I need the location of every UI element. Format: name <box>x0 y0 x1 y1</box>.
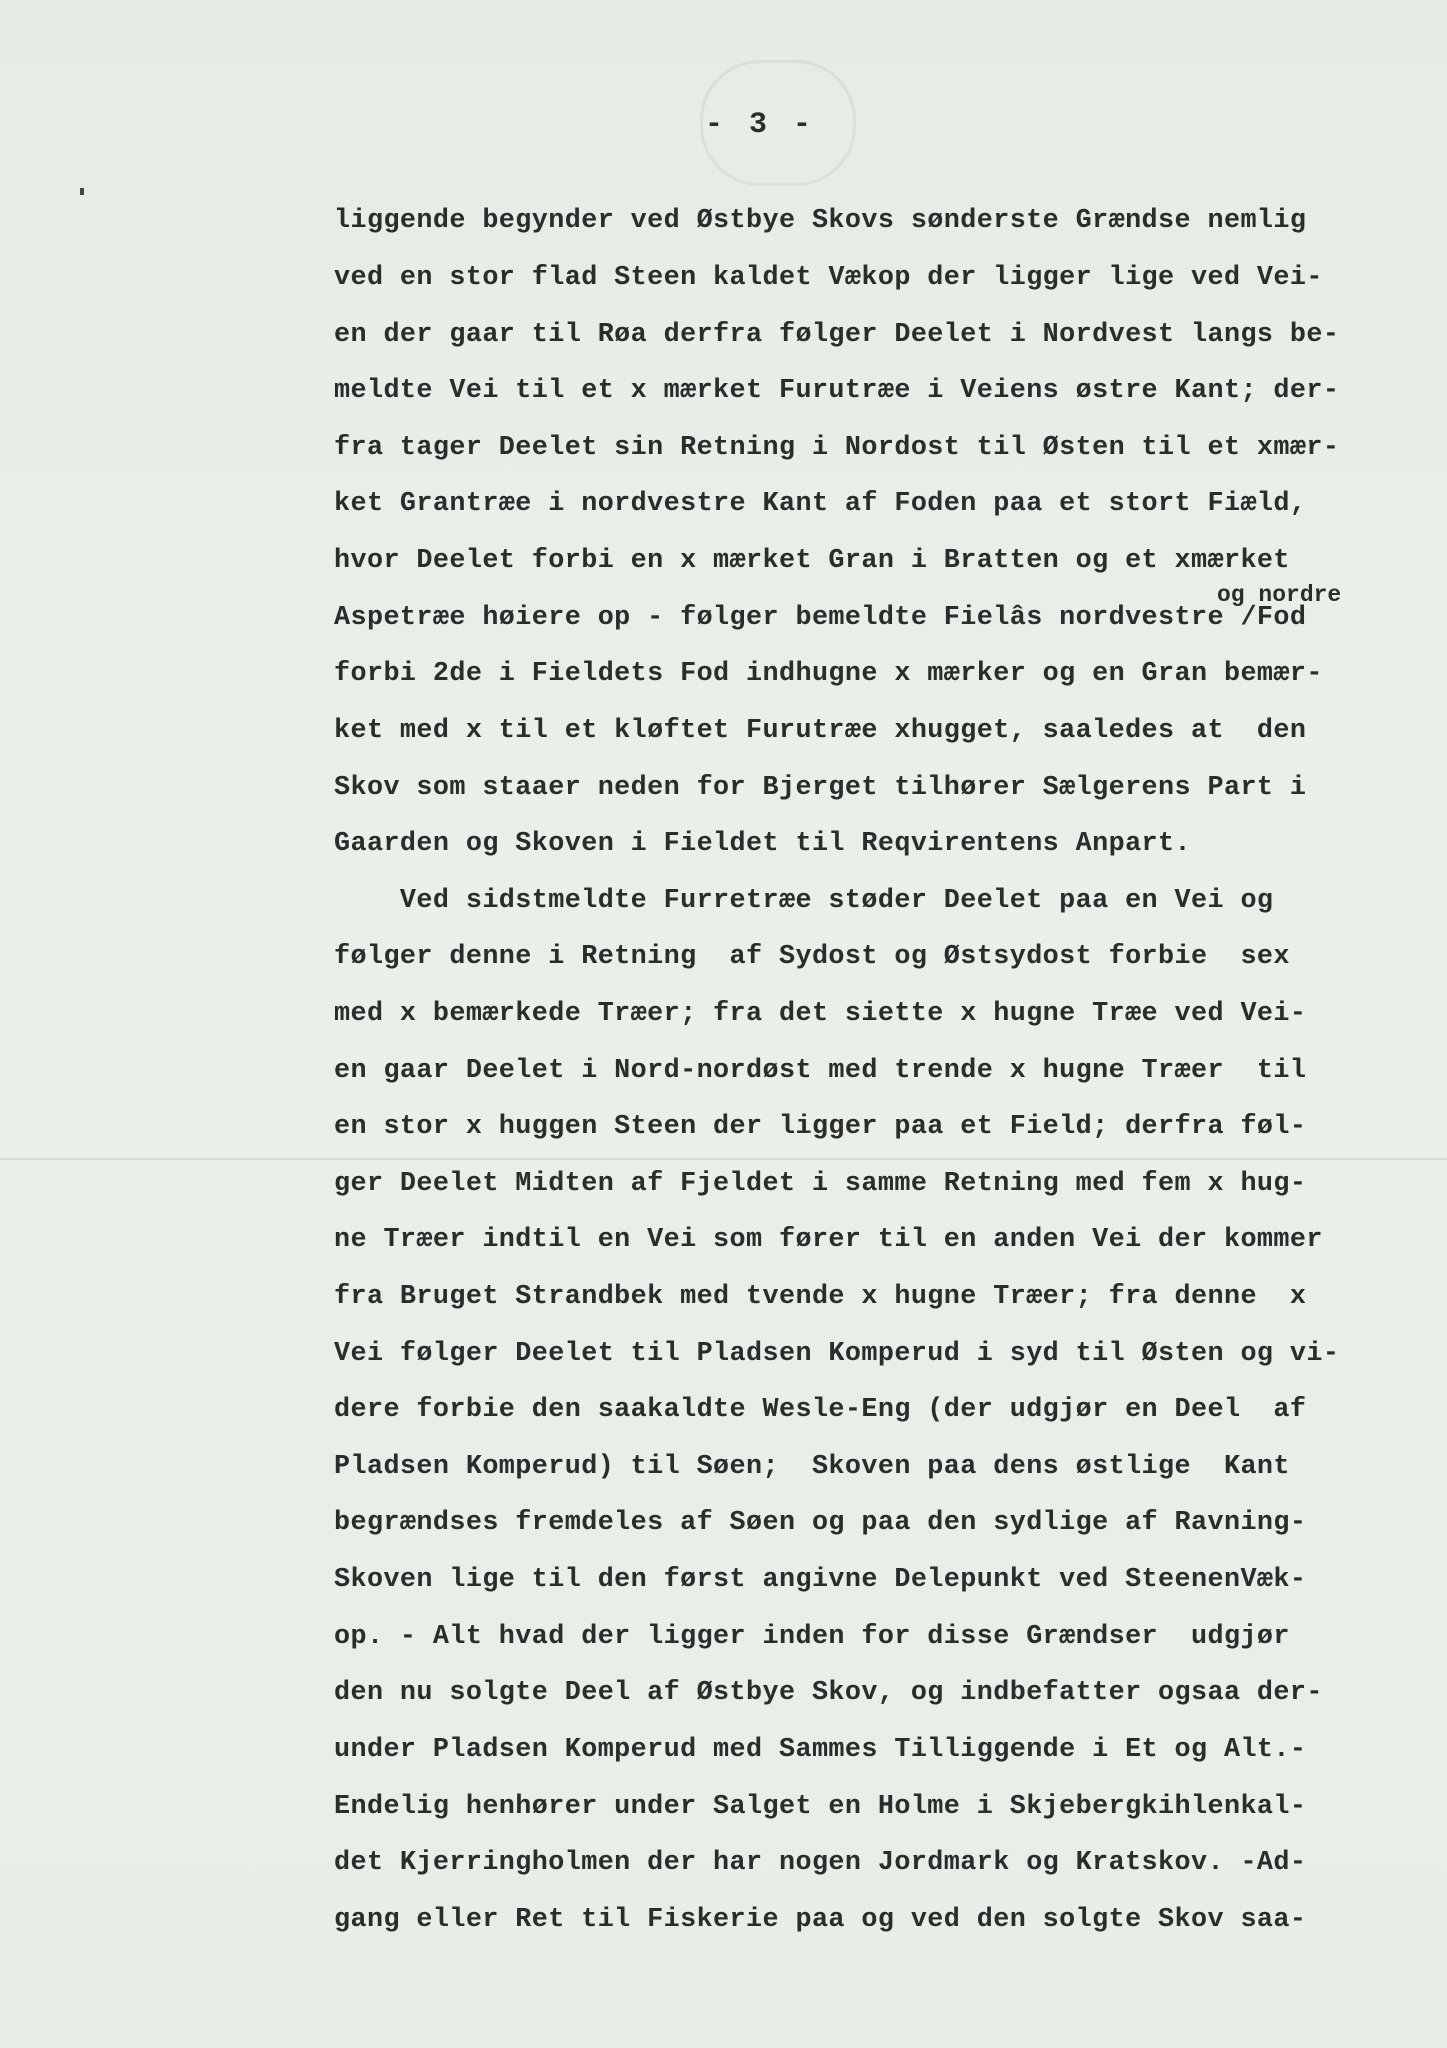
text-line: Skov som staaer neden for Bjerget tilhører Sælgerens Part i <box>334 773 1307 803</box>
text-line: Gaarden og Skoven i Fieldet til Reqvirentens Anpart. <box>334 829 1191 859</box>
text-line: Ved sidstmeldte Furretræe støder Deelet paa en Vei og <box>334 886 1274 916</box>
text-line: gang eller Ret til Fiskerie paa og ved den solgte Skov saa- <box>334 1905 1307 1935</box>
text-line: liggende begynder ved Østbye Skovs sønderste Grændse nemlig <box>334 206 1307 236</box>
text-line: en der gaar til Røa derfra følger Deelet i Nordvest langs be- <box>334 320 1340 350</box>
text-line: fra tager Deelet sin Retning i Nordost til Østen til et xmær- <box>334 433 1340 463</box>
text-line: dere forbie den saakaldte Wesle-Eng (der udgjør en Deel af <box>334 1395 1307 1425</box>
text-line: ne Træer indtil en Vei som fører til en anden Vei der kommer <box>334 1225 1323 1255</box>
text-line: den nu solgte Deel af Østbye Skov, og indbefatter ogsaa der- <box>334 1678 1323 1708</box>
text-line: ket Grantræe i nordvestre Kant af Foden paa et stort Fiæld, <box>334 489 1307 519</box>
text-line: ved en stor flad Steen kaldet Vækop der ligger lige ved Vei- <box>334 263 1323 293</box>
page-number: - 3 - <box>704 108 815 142</box>
text-line: Aspetræe høiere op - følger bemeldte Fielâs nordvestre /Fod <box>334 603 1307 633</box>
text-line: det Kjerringholmen der har nogen Jordmark og Kratskov. -Ad- <box>334 1848 1307 1878</box>
text-line: Skoven lige til den først angivne Delepunkt ved SteenenVæk- <box>334 1565 1307 1595</box>
text-line: under Pladsen Komperud med Sammes Tilliggende i Et og Alt.- <box>334 1735 1307 1765</box>
text-line: Pladsen Komperud) til Søen; Skoven paa dens østlige Kant <box>334 1452 1290 1482</box>
text-line: op. - Alt hvad der ligger inden for disse Grændser udgjør <box>334 1622 1290 1652</box>
text-line: Endelig henhører under Salget en Holme i Skjebergkihlenkal- <box>334 1792 1307 1822</box>
text-line: hvor Deelet forbi en x mærket Gran i Bratten og et xmærket <box>334 546 1290 576</box>
text-line: meldte Vei til et x mærket Furutræe i Veiens østre Kant; der- <box>334 376 1340 406</box>
handwritten-insertion: og nordre <box>1217 582 1342 608</box>
text-line: ket med x til et kløftet Furutræe xhugget, saaledes at den <box>334 716 1307 746</box>
text-line: en gaar Deelet i Nord-nordøst med trende x hugne Træer til <box>334 1056 1307 1086</box>
page-fold-line <box>0 1158 1447 1160</box>
text-line: følger denne i Retning af Sydost og Østsydost forbie sex <box>334 942 1290 972</box>
text-line: med x bemærkede Træer; fra det siette x hugne Træe ved Vei- <box>334 999 1307 1029</box>
text-line: ger Deelet Midten af Fjeldet i samme Retning med fem x hug- <box>334 1169 1307 1199</box>
margin-mark <box>80 188 84 195</box>
text-line: en stor x huggen Steen der ligger paa et Field; derfra føl- <box>334 1112 1307 1142</box>
text-line: Vei følger Deelet til Pladsen Komperud i syd til Østen og vi- <box>334 1339 1340 1369</box>
text-line: fra Bruget Strandbek med tvende x hugne Træer; fra denne x <box>334 1282 1307 1312</box>
text-line: forbi 2de i Fieldets Fod indhugne x mærker og en Gran bemær- <box>334 659 1323 689</box>
text-line: begrændses fremdeles af Søen og paa den sydlige af Ravning- <box>334 1508 1307 1538</box>
